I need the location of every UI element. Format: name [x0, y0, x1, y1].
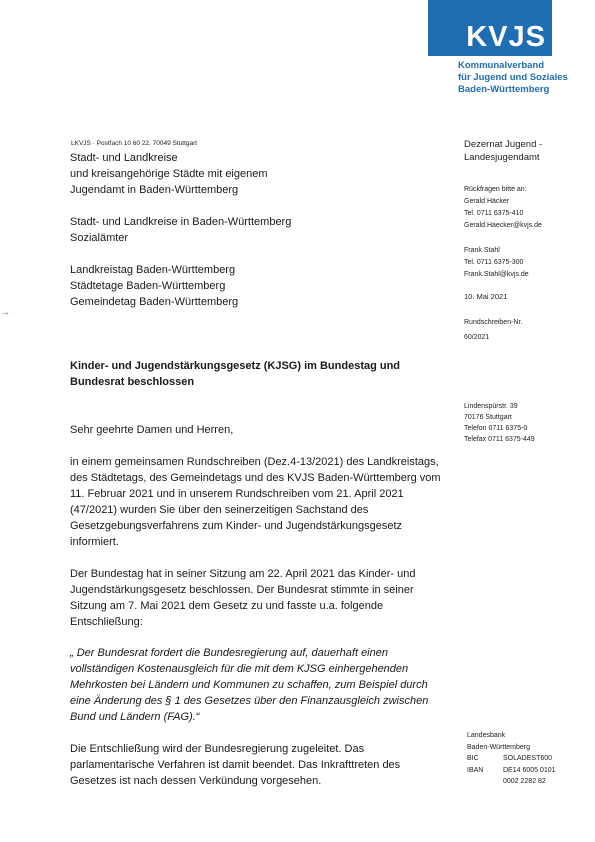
bank-details	[467, 730, 556, 788]
circular-label: Rundschreiben-Nr.	[464, 319, 523, 326]
subject	[70, 358, 450, 390]
letter-date: 10. Mai 2021	[464, 292, 508, 301]
recipient-line: Sozialämter	[70, 232, 129, 244]
bic-row	[467, 753, 556, 765]
iban-row-2	[467, 776, 556, 788]
salutation: Sehr geehrte Damen und Herren,	[70, 424, 234, 436]
paragraph-line: Sitzung am 7. Mai 2021 dem Gesetz zu und fasste u.a. folgende	[70, 600, 384, 612]
paragraph-line: Jugendstärkungsgesetz beschlossen. Der Bundesrat stimmte in seiner	[70, 584, 414, 596]
contact-phone: Tel. 0711 6375-410	[464, 210, 524, 217]
bank-name: Baden-Württemberg	[467, 743, 531, 751]
contact-intro: Rückfragen bitte an:	[464, 186, 527, 193]
address-line: 70176 Stuttgart	[464, 414, 512, 421]
iban-row	[467, 765, 556, 777]
paragraph-line: Der Bundestag hat in seiner Sitzung am 22. April 2021 das Kinder- und	[70, 568, 416, 580]
paragraph-3	[70, 741, 445, 789]
paragraph-line: 11. Februar 2021 und in unserem Rundschreiben vom 21. April 2021	[70, 488, 404, 500]
quote	[70, 645, 445, 725]
subject-line: Kinder- und Jugendstärkungsgesetz (KJSG) im Bundestag und	[70, 360, 401, 372]
department-line: Dezernat Jugend -	[464, 139, 543, 150]
recipient-block-3	[70, 262, 238, 310]
paragraph-line: (47/2021) wurden Sie über den seinerzeitigen Sachstand des	[70, 504, 369, 516]
paragraph-line: Die Entschließung wird der Bundesregierung zugeleitet. Das	[70, 743, 365, 755]
iban-value: 0002 2282 82	[503, 778, 546, 785]
kvjs-logo	[428, 0, 552, 56]
paragraph-2	[70, 566, 445, 630]
paragraph-line: parlamentarische Verfahren ist damit beendet. Das Inkrafttreten des	[70, 759, 401, 771]
paragraph-line: in einem gemeinsamen Rundschreiben (Dez.4-13/2021) des Landkreistags,	[70, 456, 439, 468]
recipient-line: Stadt- und Landkreise	[70, 152, 178, 164]
contact-email[interactable]: Gerald.Haecker@kvjs.de	[464, 222, 542, 229]
circular-info	[464, 315, 592, 345]
iban-label: IBAN	[467, 766, 484, 774]
address-line: Lindenspürstr. 39	[464, 403, 518, 410]
contact-email[interactable]: Frank.Stahl@kvjs.de	[464, 271, 529, 278]
office-address	[464, 401, 592, 445]
quote-line: Bund und Ländern (FAG).“	[70, 711, 200, 723]
recipient-line: Stadt- und Landkreise in Baden-Württemberg	[70, 216, 292, 228]
fold-mark-icon: →	[0, 307, 10, 318]
bic-label: BIC	[467, 755, 479, 762]
department	[464, 138, 592, 164]
recipient-line: Jugendamt in Baden-Württemberg	[70, 184, 239, 196]
department-line: Landesjugendamt	[464, 152, 540, 163]
org-line: Baden-Württemberg	[458, 84, 550, 95]
contact-name: Gerald Häcker	[464, 198, 510, 205]
sender-line: LKVJS · Postfach 10 60 22, 70049 Stuttgart	[71, 140, 198, 147]
organization-name	[458, 60, 590, 96]
quote-line: Mehrkosten bei Ländern und Kommunen zu schaffen, zum Beispiel durch	[70, 679, 428, 691]
iban-value: DE14 6005 0101	[503, 766, 556, 774]
quote-line: „ Der Bundesrat fordert die Bundesregierung auf, dauerhaft einen	[70, 647, 388, 659]
recipient-block-2	[70, 214, 291, 246]
quote-line: vollständigen Kostenausgleich für die mit dem KJSG einhergehenden	[70, 663, 409, 675]
org-line: Kommunalverband	[458, 60, 545, 71]
paragraph-line: Entschließung:	[70, 616, 143, 628]
paragraph-line: Gesetzes ist nach dessen Verkündung vorgesehen.	[70, 775, 322, 787]
paragraph-line: des Städtetags, des Gemeindetags und des KVJS Baden-Württemberg vom	[70, 472, 441, 484]
circular-number: 60/2021	[464, 334, 490, 341]
recipient-line: Gemeindetag Baden-Württemberg	[70, 296, 239, 308]
recipient-line: Landkreistag Baden-Württemberg	[70, 264, 236, 276]
address-line: Telefon 0711 6375-0	[464, 425, 528, 432]
recipient-block-1	[70, 150, 268, 198]
subject-line: Bundesrat beschlossen	[70, 376, 195, 388]
contact-phone: Tel. 0711 6375-300	[464, 259, 524, 266]
bank-name: Landesbank	[467, 732, 506, 739]
bic-value: SOLADEST600	[503, 755, 553, 762]
recipient-line: und kreisangehörige Städte mit eigenem	[70, 168, 268, 180]
paragraph-1	[70, 454, 445, 550]
contact-section-2	[464, 245, 592, 281]
paragraph-line: Gesetzgebungsverfahrens zum Kinder- und Jugendstärkungsgesetz	[70, 520, 403, 532]
recipient-line: Städtetage Baden-Württemberg	[70, 280, 226, 292]
paragraph-line: informiert.	[70, 536, 119, 548]
logo-text: KVJS	[466, 21, 546, 53]
org-line: für Jugend und Soziales	[458, 72, 568, 83]
quote-line: eine Änderung des § 1 des Gesetzes über den Finanzausgleich zwischen	[70, 695, 429, 707]
contact-section	[464, 184, 592, 232]
contact-name: Frank Stahl	[464, 247, 500, 254]
address-line: Telefax 0711 6375-449	[464, 436, 535, 443]
